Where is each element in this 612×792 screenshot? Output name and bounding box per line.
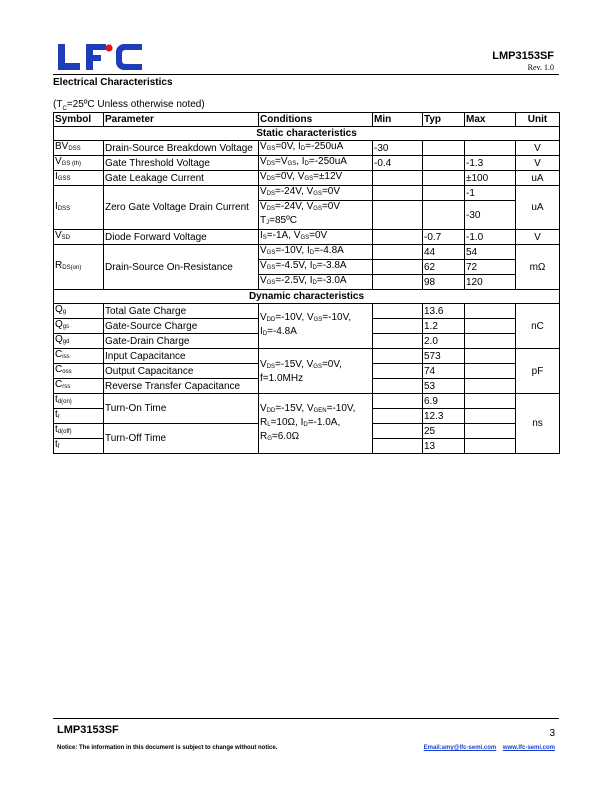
symbol-cell: $t_{d(on)}$: [54, 394, 104, 409]
part-number-footer: LMP3153SF: [57, 724, 119, 736]
typ-cell: 6.9: [423, 394, 465, 409]
symbol-cell: $V_{SD}$: [54, 230, 104, 245]
max-cell: [465, 439, 516, 454]
max-cell: -1.3: [465, 156, 516, 171]
min-cell: [373, 409, 423, 424]
symbol-cell: $I_{DSS}$: [54, 186, 104, 230]
typ-cell: [423, 156, 465, 171]
typ-cell: -0.7: [423, 230, 465, 245]
typ-cell: [423, 201, 465, 230]
min-cell: [373, 424, 423, 439]
min-cell: [373, 379, 423, 394]
max-cell: 120: [465, 275, 516, 290]
conditions-cell: $V_{GS}=-10V$, $I_D=-4.8A$: [259, 245, 373, 260]
unit-cell: uA: [516, 186, 560, 230]
symbol-cell: $R_{DS(on)}$: [54, 245, 104, 290]
table-row: [54, 141, 560, 156]
symbol-cell: $Q_{gs}$: [54, 319, 104, 334]
parameter-cell: Gate Threshold Voltage: [104, 156, 259, 171]
min-cell: -0.4: [373, 156, 423, 171]
conditions-cell: $V_{DS}=0V$, $V_{GS}=\pm 12V$: [259, 171, 373, 186]
min-cell: [373, 439, 423, 454]
revision-label: Rev. 1.0: [527, 63, 554, 72]
conditions-cell: $V_{DS}=-24V$, $V_{GS}=0V$: [259, 186, 373, 201]
typ-cell: 1.2: [423, 319, 465, 334]
unit-cell: V: [516, 141, 560, 156]
unit-cell: V: [516, 156, 560, 171]
parameter-cell: Input Capacitance: [104, 349, 259, 364]
parameter-cell: Gate-Drain Charge: [104, 334, 259, 349]
table-row: [54, 349, 560, 364]
col-header-unit: Unit: [516, 113, 560, 127]
contact-line: [380, 745, 555, 751]
min-cell: [373, 230, 423, 245]
conditions-cell: $V_{DS}=-15V$, $V_{GS}=0V$, f=1.0MHz: [259, 349, 373, 394]
conditions-cell: $V_{DS}=V_{GS}$, $I_D=-250uA$: [259, 156, 373, 171]
table-row: [54, 304, 560, 319]
typ-cell: 12.3: [423, 409, 465, 424]
typ-cell: [423, 186, 465, 201]
static-section-title: Static characteristics: [54, 127, 560, 141]
typ-cell: 74: [423, 364, 465, 379]
col-header-symbol: Symbol: [54, 113, 104, 127]
max-cell: [465, 409, 516, 424]
notice-text: Notice: The information in this document is subject to change without notice.: [57, 745, 278, 751]
max-cell: -30: [465, 201, 516, 230]
section-title: Electrical Characteristics: [53, 77, 173, 88]
max-cell: [465, 319, 516, 334]
symbol-cell: $t_r$: [54, 409, 104, 424]
symbol-cell: $Q_g$: [54, 304, 104, 319]
typ-cell: 53: [423, 379, 465, 394]
typ-cell: 13: [423, 439, 465, 454]
conditions-cell: $V_{DD}=-10V$, $V_{GS}=-10V$, $I_D=-4.8A$: [259, 304, 373, 349]
website-link[interactable]: www.lfc-semi.com: [502, 745, 555, 751]
symbol-cell: $C_{oss}$: [54, 364, 104, 379]
table-row: [54, 156, 560, 171]
lfc-logo: [58, 44, 142, 70]
col-header-max: Max: [465, 113, 516, 127]
table-header-row: [54, 113, 560, 127]
min-cell: [373, 364, 423, 379]
page-number: 3: [549, 728, 555, 739]
symbol-cell: $C_{iss}$: [54, 349, 104, 364]
max-cell: [465, 394, 516, 409]
max-cell: [465, 349, 516, 364]
unit-cell: V: [516, 230, 560, 245]
min-cell: [373, 304, 423, 319]
max-cell: [465, 364, 516, 379]
min-cell: [373, 260, 423, 275]
symbol-cell: $C_{rss}$: [54, 379, 104, 394]
min-cell: [373, 201, 423, 230]
symbol-cell: $BV_{DSS}$: [54, 141, 104, 156]
max-cell: [465, 334, 516, 349]
symbol-cell: $t_f$: [54, 439, 104, 454]
min-cell: [373, 171, 423, 186]
typ-cell: 62: [423, 260, 465, 275]
max-cell: 72: [465, 260, 516, 275]
unit-cell: mΩ: [516, 245, 560, 290]
col-header-typ: Typ: [423, 113, 465, 127]
parameter-cell: Drain-Source Breakdown Voltage: [104, 141, 259, 156]
typ-cell: 25: [423, 424, 465, 439]
table-row: [54, 230, 560, 245]
electrical-characteristics-table: [53, 112, 560, 454]
max-cell: ±100: [465, 171, 516, 186]
parameter-cell: Gate Leakage Current: [104, 171, 259, 186]
unit-cell: pF: [516, 349, 560, 394]
conditions-cell: $V_{GS}=-2.5V$, $I_D=-3.0A$: [259, 275, 373, 290]
unit-cell: uA: [516, 171, 560, 186]
conditions-cell: $I_S=-1A$, $V_{GS}=0V$: [259, 230, 373, 245]
table-row: [54, 186, 560, 201]
typ-cell: [423, 171, 465, 186]
test-condition-note: ($T_C=25ºC$ Unless otherwise noted): [53, 99, 205, 112]
table-row: [54, 245, 560, 260]
max-cell: -1: [465, 186, 516, 201]
table-row: [54, 394, 560, 409]
max-cell: [465, 379, 516, 394]
symbol-cell: $t_{d(off)}$: [54, 424, 104, 439]
part-number-header: LMP3153SF: [492, 50, 554, 62]
conditions-cell: $V_{DD}=-15V$, $V_{GEN}=-10V$, $R_L=10\Omega$, $I_D=-1.0A$, $R_G=6.0\Omega$: [259, 394, 373, 454]
parameter-cell: Turn-On Time: [104, 394, 259, 424]
email-link[interactable]: amy@lfc-semi.com: [441, 745, 497, 751]
min-cell: [373, 394, 423, 409]
parameter-cell: Turn-Off Time: [104, 424, 259, 454]
footer-rule: [53, 718, 559, 719]
col-header-min: Min: [373, 113, 423, 127]
table-row: [54, 171, 560, 186]
parameter-cell: Output Capacitance: [104, 364, 259, 379]
symbol-cell: $V_{GS (th)}$: [54, 156, 104, 171]
typ-cell: 98: [423, 275, 465, 290]
header-rule: [53, 74, 559, 75]
symbol-cell: $I_{GSS}$: [54, 171, 104, 186]
typ-cell: 44: [423, 245, 465, 260]
typ-cell: 13.6: [423, 304, 465, 319]
email-label: Email:: [423, 745, 442, 751]
parameter-cell: Reverse Transfer Capacitance: [104, 379, 259, 394]
symbol-cell: $Q_{gd}$: [54, 334, 104, 349]
max-cell: [465, 424, 516, 439]
parameter-cell: Total Gate Charge: [104, 304, 259, 319]
max-cell: [465, 304, 516, 319]
min-cell: [373, 186, 423, 201]
unit-cell: ns: [516, 394, 560, 454]
typ-cell: 573: [423, 349, 465, 364]
conditions-cell: $V_{DS}=-24V$, $V_{GS}=0V$ $T_J=85ºC$: [259, 201, 373, 230]
min-cell: [373, 349, 423, 364]
col-header-parameter: Parameter: [104, 113, 259, 127]
min-cell: -30: [373, 141, 423, 156]
min-cell: [373, 275, 423, 290]
min-cell: [373, 245, 423, 260]
typ-cell: 2.0: [423, 334, 465, 349]
unit-cell: nC: [516, 304, 560, 349]
dynamic-section-title: Dynamic characteristics: [54, 290, 560, 304]
conditions-cell: $V_{GS}=0V$, $I_D=-250uA$: [259, 141, 373, 156]
parameter-cell: Gate-Source Charge: [104, 319, 259, 334]
typ-cell: [423, 141, 465, 156]
parameter-cell: Zero Gate Voltage Drain Current: [104, 186, 259, 230]
max-cell: 54: [465, 245, 516, 260]
conditions-cell: $V_{GS}=-4.5V$, $I_D=-3.8A$: [259, 260, 373, 275]
min-cell: [373, 334, 423, 349]
parameter-cell: Drain-Source On-Resistance: [104, 245, 259, 290]
max-cell: -1.0: [465, 230, 516, 245]
max-cell: [465, 141, 516, 156]
min-cell: [373, 319, 423, 334]
parameter-cell: Diode Forward Voltage: [104, 230, 259, 245]
col-header-conditions: Conditions: [259, 113, 373, 127]
